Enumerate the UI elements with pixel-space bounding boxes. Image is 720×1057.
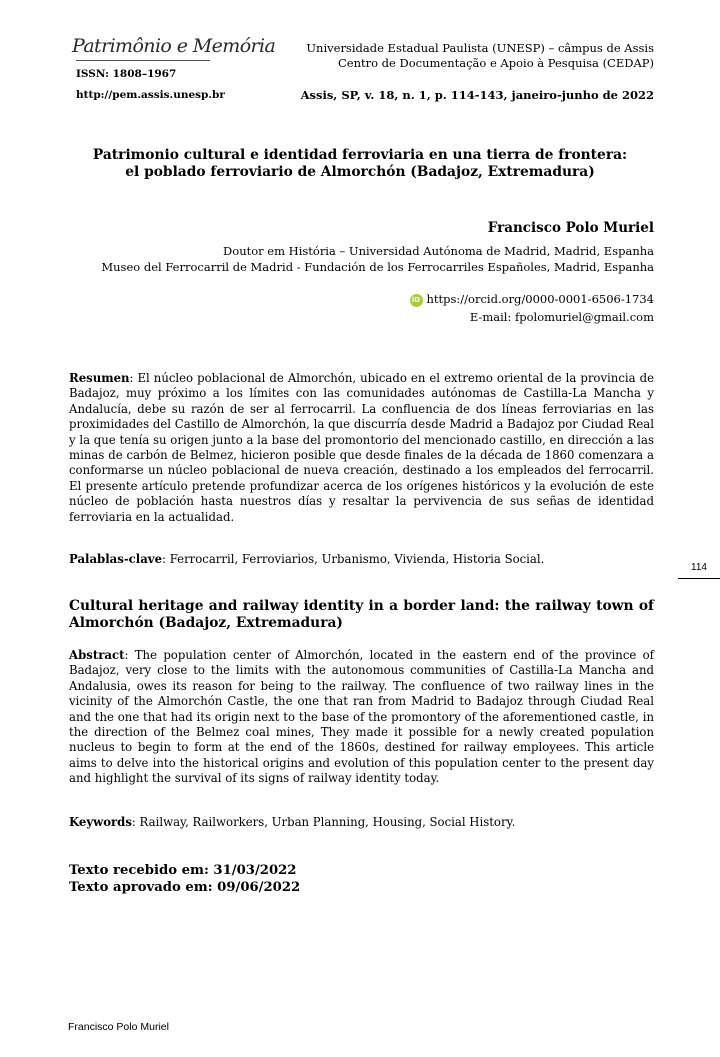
institution-line-1: Universidade Estadual Paulista (UNESP) – câmpus de Assis xyxy=(306,41,654,55)
orcid-row xyxy=(410,292,654,307)
citation: Assis, SP, v. 18, n. 1, p. 114-143, janeiro-junho de 2022 xyxy=(300,88,654,102)
title-line-2: el poblado ferroviario de Almorchón (Badajoz, Extremadura) xyxy=(125,164,595,180)
journal-url[interactable]: http://pem.assis.unesp.br xyxy=(76,89,225,101)
affiliation xyxy=(94,244,654,275)
institution-line-2: Centro de Documentação e Apoio à Pesquisa (CEDAP) xyxy=(337,56,654,70)
abstract-paragraph xyxy=(69,648,654,787)
keywords-text: : Railway, Railworkers, Urban Planning, Housing, Social History. xyxy=(131,815,516,829)
resumen-paragraph xyxy=(69,371,654,525)
keywords xyxy=(69,815,654,830)
palabras-label: Palablas-clave xyxy=(69,552,163,566)
palabras-text: : Ferrocarril, Ferroviarios, Urbanismo, Vivienda, Historia Social. xyxy=(162,552,545,566)
article-title xyxy=(60,147,660,181)
footer-author: Francisco Polo Muriel xyxy=(68,1021,169,1033)
orcid-icon: iD xyxy=(410,294,423,307)
approved-date: Texto aprovado em: 09/06/2022 xyxy=(69,880,301,895)
title-line-1: Patrimonio cultural e identidad ferroviaria en una tierra de frontera: xyxy=(92,147,628,163)
journal-logo: Patrimônio e Memória xyxy=(72,35,276,57)
resumen-label: Resumen xyxy=(69,371,130,385)
abstract-label: Abstract xyxy=(69,648,125,662)
abstract-text: : The population center of Almorchón, located in the eastern end of the province of Badajoz, very close to the limits with the autonomous communities of Castilla-La Mancha and Andalusia, owes its reason for being to the railway. The confluence of two railway lines in the vicinity of the Almorchón Castle, the one that ran from Madrid to Badajoz through Ciudad Real and the one that had its origin next to the base of the promontory of the aforementioned castle, in the direction of the Belmez coal mines, They made it possible for a newly created population nucleus to begin to form at the end of the 1860s, destined for railway employees. This article aims to delve into the historical origins and evolution of this population center to the present day and highlight the survival of its signs of railway identity today. xyxy=(69,648,654,786)
resumen-text: : El núcleo poblacional de Almorchón, ubicado en el extremo oriental de la provincia de Badajoz, muy próximo a los límites con las comunidades autónomas de Castilla-La Mancha y Andalucía, debe su razón de ser al ferrocarril. La confluencia de dos líneas ferroviarias en las proximidades del Castillo de Almorchón, la que discurría desde Madrid a Badajoz por Ciudad Real y la que tenía su origen junto a la base del promontorio del mencionado castillo, en dirección a las minas de carbón de Belmez, hicieron posible que desde finales de la década de 1860 comenzara a conformarse un núcleo poblacional de nueva creación, destinado a los empleados del ferrocarril. El presente artículo pretende profundizar acerca de los orígenes históricos y la evolución de este núcleo de población hasta nuestros días y resaltar la pervivencia de sus señas de identidad ferroviaria en la actualidad. xyxy=(69,371,654,524)
affiliation-line-1: Doutor em História – Universidad Autónoma de Madrid, Madrid, Espanha xyxy=(223,244,654,258)
page-number: 114 xyxy=(691,562,707,573)
logo-underline xyxy=(76,60,210,61)
issn: ISSN: 1808–1967 xyxy=(76,68,177,80)
author-name: Francisco Polo Muriel xyxy=(487,220,654,236)
keywords-label: Keywords xyxy=(69,815,132,829)
institution-block xyxy=(306,41,654,71)
orcid-link[interactable]: https://orcid.org/0000-0001-6506-1734 xyxy=(426,292,654,306)
submission-dates xyxy=(69,862,300,896)
palabras-clave xyxy=(69,552,654,567)
received-date: Texto recebido em: 31/03/2022 xyxy=(69,863,297,878)
page-number-rule xyxy=(678,578,720,579)
email[interactable]: E-mail: fpolomuriel@gmail.com xyxy=(469,310,654,324)
affiliation-line-2: Museo del Ferrocarril de Madrid - Fundación de los Ferrocarriles Españoles, Madrid, Espanha xyxy=(101,259,654,274)
english-title: Cultural heritage and railway identity in a border land: the railway town of Almorchón (Badajoz, Extremadura) xyxy=(69,598,654,631)
